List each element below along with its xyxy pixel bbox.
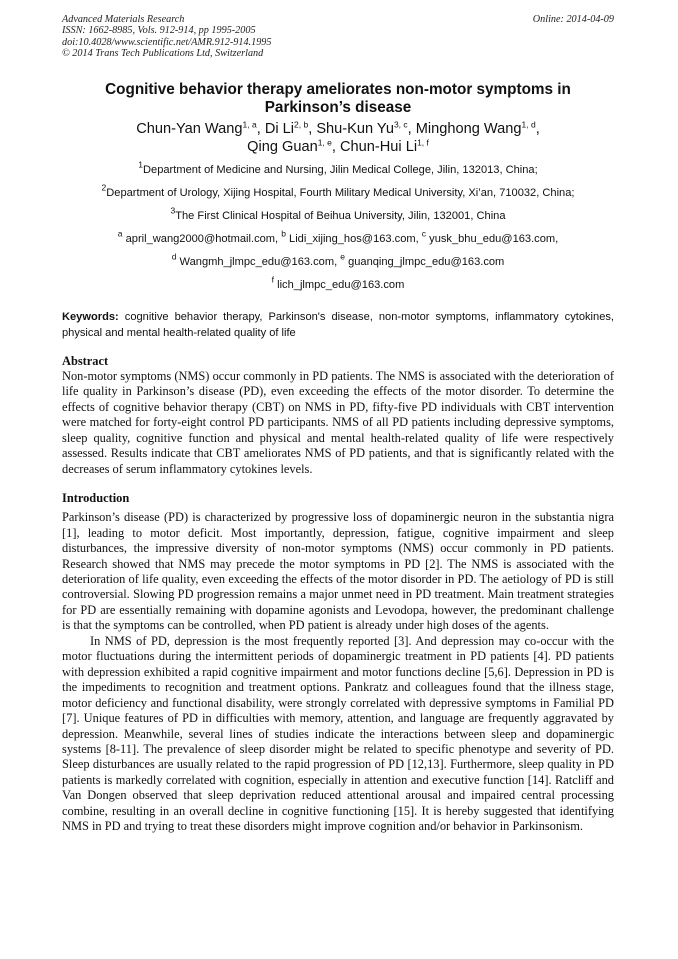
email-d[interactable]: Wangmh_jlmpc_edu@163.com, [179, 256, 338, 268]
affiliation-1: $^1$Department of Medicine and Nursing, Jilin Medical College, Jilin, 132013, China; [138, 159, 538, 176]
author-list [62, 120, 614, 157]
abstract-text: Non-motor symptoms (NMS) occur commonly in PD patients. The NMS is associated with the deterioration of life quality in Parkinson’s disease (PD), even exceeding the effects of the motor disorder. To determine the effects of cognitive behavior therapy (CBT) on NMS in PD, fifty-five PD individuals with CBT intervention were matched for forty-eight control PD participants. NMS of all PD patients including depressive symptoms, sleep quality, cognitive function and physical and mental health-related quality of life were respectively assessed. Results indicate that CBT ameliorates NMS of PD patients, and that is significantly related with the decreases of serum inflammatory cytokines levels. [62, 369, 614, 476]
author-affil-mark: 3, c [393, 119, 408, 130]
introduction-paragraph-1: Parkinson’s disease (PD) is characterized by progressive loss of dopaminergic neuron in the substantia nigra [1], leading to motor deficit. Most importantly, depression, fatigue, cognitive impairment and sleep disturbances, the impressive diversity of non-motor symptoms (NMS) occur commonly in PD patients. Research showed that NMS may precede the motor symptoms in PD [2]. The NMS is associated with the deterioration of life quality, even exceeding the effects of the motor disorder in PD. The aetiology of PD is still controversial. Slowing PD progression remains a major unmet need in PD treatment. Main treatment strategies for PD are essentially remaining with dopamine agonists and Levodopa, however, the predominant challenge is that the symptoms can be controlled, when PD patient is already under high doses of the agents. [62, 510, 614, 633]
author-name: Chun-Yan Wang [136, 120, 243, 137]
author-name: Chun-Hui Li [340, 139, 418, 156]
email-line-3: $^f$ lich_jlmpc_edu@163.com [271, 274, 405, 292]
author-name: Shu-Kun Yu [316, 120, 394, 137]
email-line-2: $^d$ Wangmh_jlmpc_edu@163.com, $^e$ guanqing_jlmpc_edu@163.com [171, 251, 505, 268]
author-affil-mark: 1, a [242, 119, 257, 130]
email-e[interactable]: guanqing_jlmpc_edu@163.com [348, 256, 505, 268]
journal-header [62, 14, 614, 60]
keywords-label: Keywords: [62, 311, 119, 324]
journal-doi: doi:10.4028/www.scientific.net/AMR.912-914.1995 [62, 36, 272, 48]
author-name: Minghong Wang [415, 120, 522, 137]
email-b[interactable]: Lidi_xijing_hos@163.com, [289, 232, 419, 245]
author-name: Qing Guan [247, 139, 318, 156]
introduction-paragraph-2: In NMS of PD, depression is the most frequently reported [3]. And depression may co-occur with the motor fluctuations during the intermittent periods of dopaminergic treatment in PD patients [4]. PD patients with depression exhibited a rapid cognitive impairment and motor functions decline [5,6]. Depression in PD is the impediments to recognition and treatment options. Pankratz and colleagues found that the illness stage, motor deficiency and functional disability, were strongly correlated with depressive symptoms in Familial PD [7]. Unique features of PD in difficulties with memory, attention, and language are frequently aggravated by depression. Meanwhile, several lines of studies indicate the interactions between sleep and dopaminergic systems [8-11]. The prevalence of sleep disorder might be related to specific phenotype and severity of PD. Sleep disturbances are usually related to the rapid progression of PD [12,13]. Furthermore, sleep quality in PD patients is markedly correlated with cognition, especially in attention and executive function [14]. Ratcliff and Van Dongen observed that sleep deprivation reduced attentional arousal and impaired central processing combine, resulting in an overall decline in cognitive functioning [15]. It is hereby suggested that identifying NMS in PD and trying to treat these disorders might improve cognition and/or behavior in Parkinsonism. [62, 633, 614, 834]
journal-copyright: © 2014 Trans Tech Publications Ltd, Switzerland [62, 48, 264, 60]
online-date: Online: 2014-04-09 [532, 14, 614, 25]
affiliation-3: $^3$The First Clinical Hospital of Beihua University, Jilin, 132001, China [170, 205, 506, 222]
author-line-2: Qing Guan$^{1, e}$, Chun-Hui Li$^{1, f}$ [247, 137, 429, 156]
affiliation-2: $^2$Department of Urology, Xijing Hospital, Fourth Military Medical University, Xi’an, 710032, China; [101, 182, 575, 199]
author-line-1: Chun-Yan Wang$^{1, a}$, Di Li$^{2, b}$, Shu-Kun Yu$^{3, c}$, Minghong Wang$^{1, d}$, [136, 119, 540, 137]
keywords-text: cognitive behavior therapy, Parkinson's disease, non-motor symptoms, inflammatory cytokines, physical and mental health-related quality of life [62, 311, 614, 339]
author-affil-mark: 1, e [317, 137, 332, 148]
abstract-heading: Abstract [62, 354, 109, 368]
author-affil-mark: 2, b [294, 119, 309, 130]
keywords-block [62, 310, 614, 341]
paper-page [62, 14, 614, 835]
journal-name: Advanced Materials Research [62, 14, 185, 25]
author-affil-mark: 1, d [521, 119, 536, 130]
journal-issn: ISSN: 1662-8985, Vols. 912-914, pp 1995-2005 [62, 25, 256, 37]
email-c[interactable]: yusk_bhu_edu@163.com, [429, 232, 559, 245]
introduction-heading: Introduction [62, 491, 130, 506]
affiliation-list [62, 159, 614, 298]
author-affil-mark: 1, f [417, 137, 429, 148]
email-line-1: $^a$ april_wang2000@hotmail.com, $^b$ Lidi_xijing_hos@163.com, $^c$ yusk_bhu_edu@163.com, [117, 228, 559, 245]
email-f[interactable]: lich_jlmpc_edu@163.com [277, 279, 405, 292]
email-a[interactable]: april_wang2000@hotmail.com, [125, 232, 279, 245]
paper-title: Cognitive behavior therapy ameliorates non-motor symptoms in Parkinson’s disease [105, 80, 571, 116]
author-name: Di Li [264, 120, 295, 137]
